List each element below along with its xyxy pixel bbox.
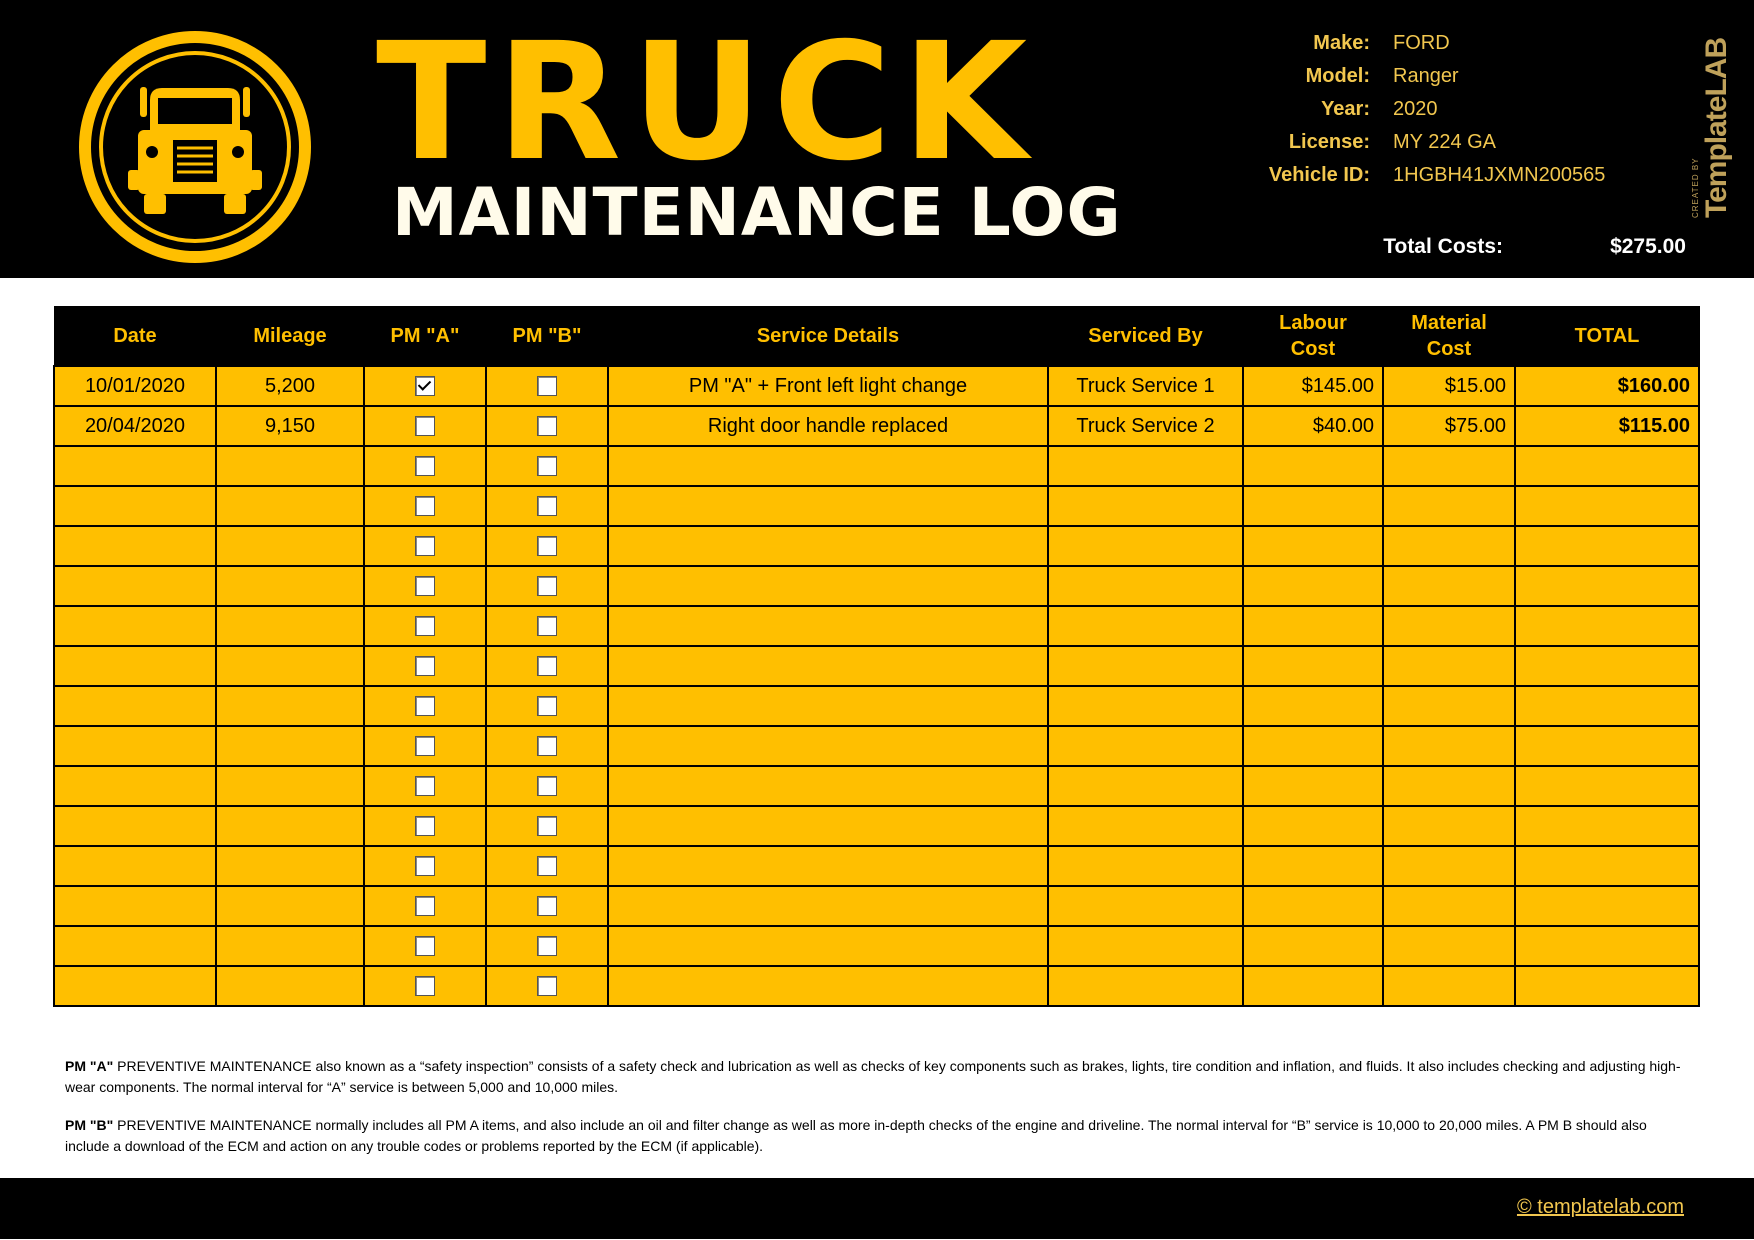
date-cell[interactable]: 10/01/2020 bbox=[54, 366, 216, 406]
serviced-by-cell[interactable] bbox=[1048, 566, 1243, 606]
pm-b-checkbox[interactable] bbox=[537, 976, 557, 996]
service-details-cell[interactable] bbox=[608, 846, 1048, 886]
pm-a-checkbox[interactable] bbox=[415, 936, 435, 956]
truck-logo-icon bbox=[78, 30, 312, 264]
col-header-serviced-by: Serviced By bbox=[1048, 307, 1243, 367]
pm-b-checkbox[interactable] bbox=[537, 536, 557, 556]
serviced-by-cell[interactable] bbox=[1048, 606, 1243, 646]
total-cell[interactable] bbox=[1515, 446, 1699, 486]
serviced-by-cell[interactable] bbox=[1048, 886, 1243, 926]
pm-b-checkbox-cell bbox=[486, 846, 608, 886]
material-cost-cell[interactable]: $15.00 bbox=[1383, 366, 1515, 406]
total-cell[interactable] bbox=[1515, 766, 1699, 806]
pm-a-checkbox-cell bbox=[364, 446, 486, 486]
material-cost-cell[interactable] bbox=[1383, 686, 1515, 726]
material-cost-cell[interactable] bbox=[1383, 606, 1515, 646]
header-band bbox=[0, 0, 1754, 278]
pm-a-checkbox-cell bbox=[364, 926, 486, 966]
mileage-cell[interactable] bbox=[216, 686, 364, 726]
date-cell[interactable] bbox=[54, 646, 216, 686]
service-details-cell[interactable]: PM "A" + Front left light change bbox=[608, 366, 1048, 406]
labour-cost-cell[interactable] bbox=[1243, 806, 1383, 846]
date-cell[interactable] bbox=[54, 566, 216, 606]
mileage-cell[interactable] bbox=[216, 646, 364, 686]
mileage-cell[interactable] bbox=[216, 446, 364, 486]
table-header-row bbox=[54, 307, 1699, 367]
pm-b-checkbox-cell bbox=[486, 686, 608, 726]
pm-b-checkbox[interactable] bbox=[537, 576, 557, 596]
table-row bbox=[54, 406, 1699, 446]
info-label: Year: bbox=[1321, 98, 1370, 120]
date-cell[interactable] bbox=[54, 846, 216, 886]
mileage-cell[interactable] bbox=[216, 926, 364, 966]
total-cell[interactable] bbox=[1515, 486, 1699, 526]
table-row bbox=[54, 846, 1699, 886]
total-cell[interactable] bbox=[1515, 606, 1699, 646]
table-row bbox=[54, 886, 1699, 926]
pm-b-checkbox-cell bbox=[486, 766, 608, 806]
pm-b-checkbox[interactable] bbox=[537, 496, 557, 516]
pm-a-checkbox-cell bbox=[364, 606, 486, 646]
pm-b-checkbox[interactable] bbox=[537, 696, 557, 716]
date-cell[interactable] bbox=[54, 726, 216, 766]
pm-a-checkbox[interactable] bbox=[415, 976, 435, 996]
mileage-cell[interactable] bbox=[216, 486, 364, 526]
mileage-cell[interactable] bbox=[216, 966, 364, 1006]
info-value[interactable]: Ranger bbox=[1393, 65, 1459, 87]
material-cost-cell[interactable]: $75.00 bbox=[1383, 406, 1515, 446]
info-value[interactable]: MY 224 GA bbox=[1393, 131, 1497, 153]
pm-a-checkbox[interactable] bbox=[415, 896, 435, 916]
total-cell[interactable]: $115.00 bbox=[1515, 406, 1699, 446]
col-header-pm-b: PM "B" bbox=[486, 307, 608, 367]
labour-cost-cell[interactable] bbox=[1243, 966, 1383, 1006]
pm-a-checkbox-cell bbox=[364, 726, 486, 766]
pm-a-checkbox-cell bbox=[364, 486, 486, 526]
brand-text: TemplateLAB bbox=[1700, 37, 1733, 218]
pm-b-checkbox[interactable] bbox=[537, 816, 557, 836]
pm-b-checkbox[interactable] bbox=[537, 656, 557, 676]
col-header-material-cost: Material Cost bbox=[1383, 307, 1515, 367]
mileage-cell[interactable]: 5,200 bbox=[216, 366, 364, 406]
pm-a-checkbox[interactable] bbox=[415, 456, 435, 476]
labour-cost-cell[interactable] bbox=[1243, 726, 1383, 766]
labour-cost-cell[interactable] bbox=[1243, 526, 1383, 566]
labour-cost-cell[interactable] bbox=[1243, 846, 1383, 886]
material-cost-cell[interactable] bbox=[1383, 926, 1515, 966]
pm-a-checkbox[interactable] bbox=[415, 616, 435, 636]
service-details-cell[interactable] bbox=[608, 886, 1048, 926]
table-body bbox=[54, 366, 1699, 1006]
service-details-cell[interactable] bbox=[608, 806, 1048, 846]
col-header-mileage: Mileage bbox=[216, 307, 364, 367]
table-row bbox=[54, 926, 1699, 966]
table-row bbox=[54, 686, 1699, 726]
service-details-cell[interactable] bbox=[608, 486, 1048, 526]
col-header-service-details: Service Details bbox=[608, 307, 1048, 367]
col-header-total: TOTAL bbox=[1515, 307, 1699, 367]
table-row bbox=[54, 566, 1699, 606]
serviced-by-cell[interactable] bbox=[1048, 966, 1243, 1006]
service-details-cell[interactable] bbox=[608, 526, 1048, 566]
pm-b-checkbox-cell bbox=[486, 806, 608, 846]
labour-cost-cell[interactable] bbox=[1243, 566, 1383, 606]
table-row bbox=[54, 766, 1699, 806]
serviced-by-cell[interactable] bbox=[1048, 726, 1243, 766]
pm-a-checkbox[interactable] bbox=[415, 376, 435, 396]
pm-b-checkbox-cell bbox=[486, 646, 608, 686]
serviced-by-cell[interactable] bbox=[1048, 686, 1243, 726]
labour-cost-cell[interactable] bbox=[1243, 766, 1383, 806]
date-cell[interactable] bbox=[54, 926, 216, 966]
pm-a-checkbox-cell bbox=[364, 886, 486, 926]
serviced-by-cell[interactable]: Truck Service 2 bbox=[1048, 406, 1243, 446]
pm-a-checkbox-cell bbox=[364, 686, 486, 726]
total-cell[interactable] bbox=[1515, 526, 1699, 566]
pm-a-checkbox-cell bbox=[364, 366, 486, 406]
info-label: Vehicle ID: bbox=[1268, 164, 1370, 186]
service-details-cell[interactable] bbox=[608, 726, 1048, 766]
labour-cost-cell[interactable]: $40.00 bbox=[1243, 406, 1383, 446]
labour-cost-cell[interactable] bbox=[1243, 686, 1383, 726]
service-details-cell[interactable] bbox=[608, 566, 1048, 606]
table-row bbox=[54, 446, 1699, 486]
info-model bbox=[1150, 60, 1620, 93]
total-cell[interactable] bbox=[1515, 846, 1699, 886]
templatelab-brand-logo bbox=[1684, 20, 1744, 220]
pm-a-checkbox-cell bbox=[364, 526, 486, 566]
date-cell[interactable] bbox=[54, 606, 216, 646]
mileage-cell[interactable] bbox=[216, 766, 364, 806]
pm-b-checkbox[interactable] bbox=[537, 376, 557, 396]
labour-cost-cell[interactable] bbox=[1243, 606, 1383, 646]
note-lead: PM "A" bbox=[65, 1058, 114, 1074]
pm-b-checkbox[interactable] bbox=[537, 776, 557, 796]
info-vehicle-id bbox=[1150, 159, 1620, 192]
table-row bbox=[54, 726, 1699, 766]
labour-cost-cell[interactable]: $145.00 bbox=[1243, 366, 1383, 406]
date-cell[interactable] bbox=[54, 446, 216, 486]
brand-small-text: CREATED BY bbox=[1691, 157, 1700, 218]
info-year bbox=[1150, 93, 1620, 126]
total-cell[interactable] bbox=[1515, 966, 1699, 1006]
pm-b-checkbox-cell bbox=[486, 926, 608, 966]
total-costs-label: Total Costs: bbox=[1383, 235, 1503, 258]
pm-b-checkbox[interactable] bbox=[537, 616, 557, 636]
date-cell[interactable] bbox=[54, 686, 216, 726]
title-maintenance-log: MAINTENANCE LOG bbox=[392, 174, 1122, 251]
info-label: Model: bbox=[1305, 65, 1370, 87]
serviced-by-cell[interactable] bbox=[1048, 486, 1243, 526]
material-cost-cell[interactable] bbox=[1383, 766, 1515, 806]
serviced-by-cell[interactable] bbox=[1048, 846, 1243, 886]
date-cell[interactable] bbox=[54, 886, 216, 926]
total-cell[interactable] bbox=[1515, 566, 1699, 606]
total-costs-value: $275.00 bbox=[1610, 235, 1686, 258]
service-details-cell[interactable] bbox=[608, 606, 1048, 646]
service-details-cell[interactable] bbox=[608, 446, 1048, 486]
serviced-by-cell[interactable] bbox=[1048, 646, 1243, 686]
material-cost-cell[interactable] bbox=[1383, 446, 1515, 486]
service-details-cell[interactable] bbox=[608, 686, 1048, 726]
pm-b-checkbox-cell bbox=[486, 406, 608, 446]
info-label: Make: bbox=[1313, 32, 1370, 54]
info-license bbox=[1150, 126, 1620, 159]
table-row bbox=[54, 526, 1699, 566]
note-text: PREVENTIVE MAINTENANCE also known as a “safety inspection” consists of a safety check and lubrication as well as checks of key components such as brakes, lights, tire condition and inflation, and fluids. It also includes checking and adjusting high-wear components. The normal interval for “A” service is between 5,000 and 10,000 miles. bbox=[65, 1058, 1681, 1095]
date-cell[interactable] bbox=[54, 806, 216, 846]
pm-b-checkbox-cell bbox=[486, 486, 608, 526]
serviced-by-cell[interactable] bbox=[1048, 926, 1243, 966]
material-cost-cell[interactable] bbox=[1383, 486, 1515, 526]
pm-a-checkbox-cell bbox=[364, 966, 486, 1006]
info-make bbox=[1150, 27, 1620, 60]
note-lead: PM "B" bbox=[65, 1117, 114, 1133]
pm-b-checkbox[interactable] bbox=[537, 936, 557, 956]
col-header-labour-cost: Labour Cost bbox=[1243, 307, 1383, 367]
pm-a-checkbox[interactable] bbox=[415, 856, 435, 876]
table-row bbox=[54, 366, 1699, 406]
serviced-by-cell[interactable] bbox=[1048, 446, 1243, 486]
serviced-by-cell[interactable]: Truck Service 1 bbox=[1048, 366, 1243, 406]
material-cost-cell[interactable] bbox=[1383, 526, 1515, 566]
pm-b-note bbox=[65, 1115, 1685, 1157]
date-cell[interactable] bbox=[54, 526, 216, 566]
pm-a-checkbox[interactable] bbox=[415, 656, 435, 676]
pm-b-checkbox-cell bbox=[486, 446, 608, 486]
total-cell[interactable]: $160.00 bbox=[1515, 366, 1699, 406]
pm-a-checkbox[interactable] bbox=[415, 576, 435, 596]
pm-a-checkbox[interactable] bbox=[415, 416, 435, 436]
pm-b-checkbox[interactable] bbox=[537, 416, 557, 436]
mileage-cell[interactable] bbox=[216, 806, 364, 846]
pm-a-checkbox[interactable] bbox=[415, 536, 435, 556]
total-cell[interactable] bbox=[1515, 806, 1699, 846]
pm-b-checkbox-cell bbox=[486, 366, 608, 406]
pm-b-checkbox[interactable] bbox=[537, 456, 557, 476]
service-details-cell[interactable] bbox=[608, 966, 1048, 1006]
date-cell[interactable] bbox=[54, 766, 216, 806]
pm-a-checkbox[interactable] bbox=[415, 816, 435, 836]
pm-b-checkbox[interactable] bbox=[537, 856, 557, 876]
pm-a-checkbox[interactable] bbox=[415, 496, 435, 516]
material-cost-cell[interactable] bbox=[1383, 886, 1515, 926]
info-value[interactable]: 1HGBH41JXMN200565 bbox=[1393, 164, 1606, 186]
total-cell[interactable] bbox=[1515, 726, 1699, 766]
pm-a-checkbox[interactable] bbox=[415, 776, 435, 796]
title-truck: TRUCK bbox=[376, 9, 1038, 197]
total-cell[interactable] bbox=[1515, 646, 1699, 686]
col-header-pm-a: PM "A" bbox=[364, 307, 486, 367]
pm-b-checkbox-cell bbox=[486, 886, 608, 926]
labour-cost-cell[interactable] bbox=[1243, 886, 1383, 926]
material-cost-cell[interactable] bbox=[1383, 566, 1515, 606]
pm-a-note bbox=[65, 1056, 1685, 1098]
mileage-cell[interactable] bbox=[216, 846, 364, 886]
mileage-cell[interactable] bbox=[216, 726, 364, 766]
templatelab-link[interactable]: © templatelab.com bbox=[1516, 1196, 1684, 1218]
pm-a-checkbox[interactable] bbox=[415, 736, 435, 756]
mileage-cell[interactable] bbox=[216, 566, 364, 606]
service-details-cell[interactable]: Right door handle replaced bbox=[608, 406, 1048, 446]
info-value[interactable]: 2020 bbox=[1393, 98, 1438, 120]
pm-a-checkbox-cell bbox=[364, 406, 486, 446]
serviced-by-cell[interactable] bbox=[1048, 806, 1243, 846]
date-cell[interactable]: 20/04/2020 bbox=[54, 406, 216, 446]
date-cell[interactable] bbox=[54, 966, 216, 1006]
maintenance-log-table bbox=[53, 306, 1700, 1007]
material-cost-cell[interactable] bbox=[1383, 966, 1515, 1006]
pm-b-checkbox-cell bbox=[486, 726, 608, 766]
table-row bbox=[54, 966, 1699, 1006]
pm-b-checkbox[interactable] bbox=[537, 896, 557, 916]
pm-b-checkbox-cell bbox=[486, 526, 608, 566]
info-label: License: bbox=[1288, 131, 1370, 153]
col-header-date: Date bbox=[54, 307, 216, 367]
total-cell[interactable] bbox=[1515, 686, 1699, 726]
labour-cost-cell[interactable] bbox=[1243, 646, 1383, 686]
pm-b-checkbox-cell bbox=[486, 566, 608, 606]
table-row bbox=[54, 806, 1699, 846]
serviced-by-cell[interactable] bbox=[1048, 526, 1243, 566]
material-cost-cell[interactable] bbox=[1383, 806, 1515, 846]
material-cost-cell[interactable] bbox=[1383, 726, 1515, 766]
pm-b-checkbox-cell bbox=[486, 606, 608, 646]
table-row bbox=[54, 486, 1699, 526]
pm-a-checkbox-cell bbox=[364, 646, 486, 686]
serviced-by-cell[interactable] bbox=[1048, 766, 1243, 806]
pm-a-checkbox-cell bbox=[364, 766, 486, 806]
material-cost-cell[interactable] bbox=[1383, 846, 1515, 886]
pm-b-checkbox-cell bbox=[486, 966, 608, 1006]
table-row bbox=[54, 606, 1699, 646]
labour-cost-cell[interactable] bbox=[1243, 486, 1383, 526]
total-cell[interactable] bbox=[1515, 926, 1699, 966]
service-details-cell[interactable] bbox=[608, 926, 1048, 966]
note-text: PREVENTIVE MAINTENANCE normally includes all PM A items, and also include an oil and filter change as well as more in-depth checks of the engine and driveline. The normal interval for “B” service is 10,000 to 20,000 miles. A PM B should also include a download of the ECM and action on any trouble codes or problems reported by the ECM (if applicable). bbox=[65, 1117, 1647, 1154]
total-cell[interactable] bbox=[1515, 886, 1699, 926]
service-details-cell[interactable] bbox=[608, 646, 1048, 686]
info-value[interactable]: FORD bbox=[1393, 32, 1450, 54]
pm-a-checkbox-cell bbox=[364, 806, 486, 846]
pm-b-checkbox[interactable] bbox=[537, 736, 557, 756]
date-cell[interactable] bbox=[54, 486, 216, 526]
pm-a-checkbox-cell bbox=[364, 566, 486, 606]
mileage-cell[interactable]: 9,150 bbox=[216, 406, 364, 446]
pm-a-checkbox[interactable] bbox=[415, 696, 435, 716]
labour-cost-cell[interactable] bbox=[1243, 926, 1383, 966]
footer-band bbox=[0, 1178, 1754, 1239]
mileage-cell[interactable] bbox=[216, 526, 364, 566]
table-row bbox=[54, 646, 1699, 686]
service-details-cell[interactable] bbox=[608, 766, 1048, 806]
labour-cost-cell[interactable] bbox=[1243, 446, 1383, 486]
material-cost-cell[interactable] bbox=[1383, 646, 1515, 686]
pm-a-checkbox-cell bbox=[364, 846, 486, 886]
mileage-cell[interactable] bbox=[216, 606, 364, 646]
mileage-cell[interactable] bbox=[216, 886, 364, 926]
